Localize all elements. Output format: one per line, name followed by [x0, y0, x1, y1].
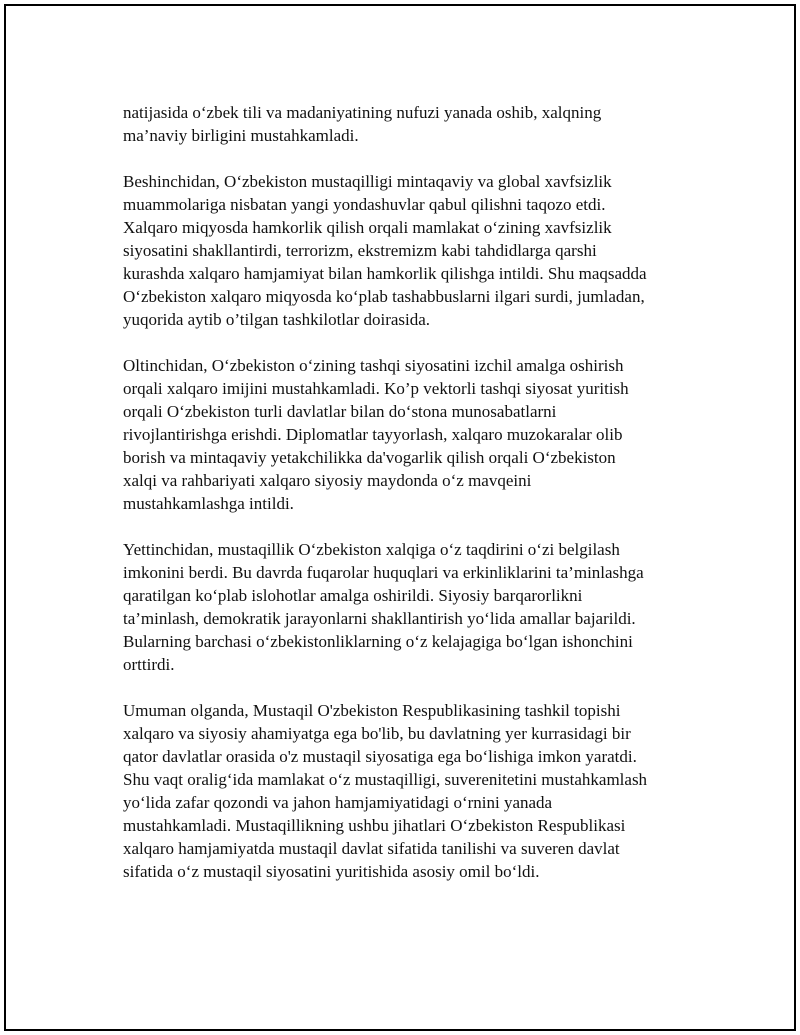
text-line: Bularning barchasi o‘zbekistonliklarning o‘z kelajagiga bo‘lgan ishonchini	[123, 632, 633, 651]
text-line: Yettinchidan, mustaqillik O‘zbekiston xalqiga o‘z taqdirini o‘zi belgilash	[123, 540, 620, 559]
text-line: kurashda xalqaro hamjamiyat bilan hamkorlik qilishga intildi. Shu maqsadda	[123, 264, 647, 283]
text-line: qator davlatlar orasida o'z mustaqil siyosatiga ega bo‘lishiga imkon yaratdi.	[123, 747, 637, 766]
paragraph-2	[123, 170, 708, 331]
text-line: Oltinchidan, O‘zbekiston o‘zining tashqi siyosatini izchil amalga oshirish	[123, 356, 624, 375]
text-line: xalqaro hamjamiyatda mustaqil davlat sifatida tanilishi va suveren davlat	[123, 839, 620, 858]
text-line: mustahkamladi. Mustaqillikning ushbu jihatlari O‘zbekiston Respublikasi	[123, 816, 626, 835]
text-line: yo‘lida zafar qozondi va jahon hamjamiyatidagi o‘rnini yanada	[123, 793, 553, 812]
text-line: Beshinchidan, O‘zbekiston mustaqilligi mintaqaviy va global xavfsizlik	[123, 172, 612, 191]
text-line: imkonini berdi. Bu davrda fuqarolar huquqlari va erkinliklarini ta’minlashga	[123, 563, 644, 582]
text-line: qaratilgan ko‘plab islohotlar amalga oshirildi. Siyosiy barqarorlikni	[123, 586, 583, 605]
text-line: ma’naviy birligini mustahkamladi.	[123, 126, 359, 145]
text-line: sifatida o‘z mustaqil siyosatini yuritishida asosiy omil bo‘ldi.	[123, 862, 540, 881]
text-line: siyosatini shakllantirdi, terrorizm, ekstremizm kabi tahdidlarga qarshi	[123, 241, 597, 260]
text-line: Umuman olganda, Mustaqil O'zbekiston Respublikasining tashkil topishi	[123, 701, 621, 720]
text-line: orqali xalqaro imijini mustahkamladi. Ko’p vektorli tashqi siyosat yuritish	[123, 379, 629, 398]
text-line: xalqaro va siyosiy ahamiyatga ega bo'lib, bu davlatning yer kurrasidagi bir	[123, 724, 631, 743]
text-line: orttirdi.	[123, 655, 175, 674]
paragraph-1	[123, 101, 708, 147]
text-line: natijasida o‘zbek tili va madaniyatining nufuzi yanada oshib, xalqning	[123, 103, 602, 122]
text-line: xalqi va rahbariyati xalqaro siyosiy maydonda o‘z mavqeini	[123, 471, 532, 490]
paragraph-3	[123, 354, 708, 515]
text-line: Xalqaro miqyosda hamkorlik qilish orqali mamlakat o‘zining xavfsizlik	[123, 218, 612, 237]
text-line: yuqorida aytib o’tilgan tashkilotlar doirasida.	[123, 310, 431, 329]
paragraph-5	[123, 699, 708, 883]
document-body	[123, 101, 708, 906]
text-line: orqali O‘zbekiston turli davlatlar bilan do‘stona munosabatlarni	[123, 402, 557, 421]
paragraph-4	[123, 538, 708, 676]
text-line: mustahkamlashga intildi.	[123, 494, 294, 513]
text-line: muammolariga nisbatan yangi yondashuvlar qabul qilishni taqozo etdi.	[123, 195, 606, 214]
text-line: O‘zbekiston xalqaro miqyosda ko‘plab tashabbuslarni ilgari surdi, jumladan,	[123, 287, 645, 306]
text-line: Shu vaqt oralig‘ida mamlakat o‘z mustaqilligi, suverenitetini mustahkamlash	[123, 770, 648, 789]
text-line: borish va mintaqaviy yetakchilikka da'vogarlik qilish orqali O‘zbekiston	[123, 448, 616, 467]
page-frame	[4, 4, 796, 1031]
text-line: ta’minlash, demokratik jarayonlarni shakllantirish yo‘lida amallar bajarildi.	[123, 609, 636, 628]
text-line: rivojlantirishga erishdi. Diplomatlar tayyorlash, xalqaro muzokaralar olib	[123, 425, 623, 444]
